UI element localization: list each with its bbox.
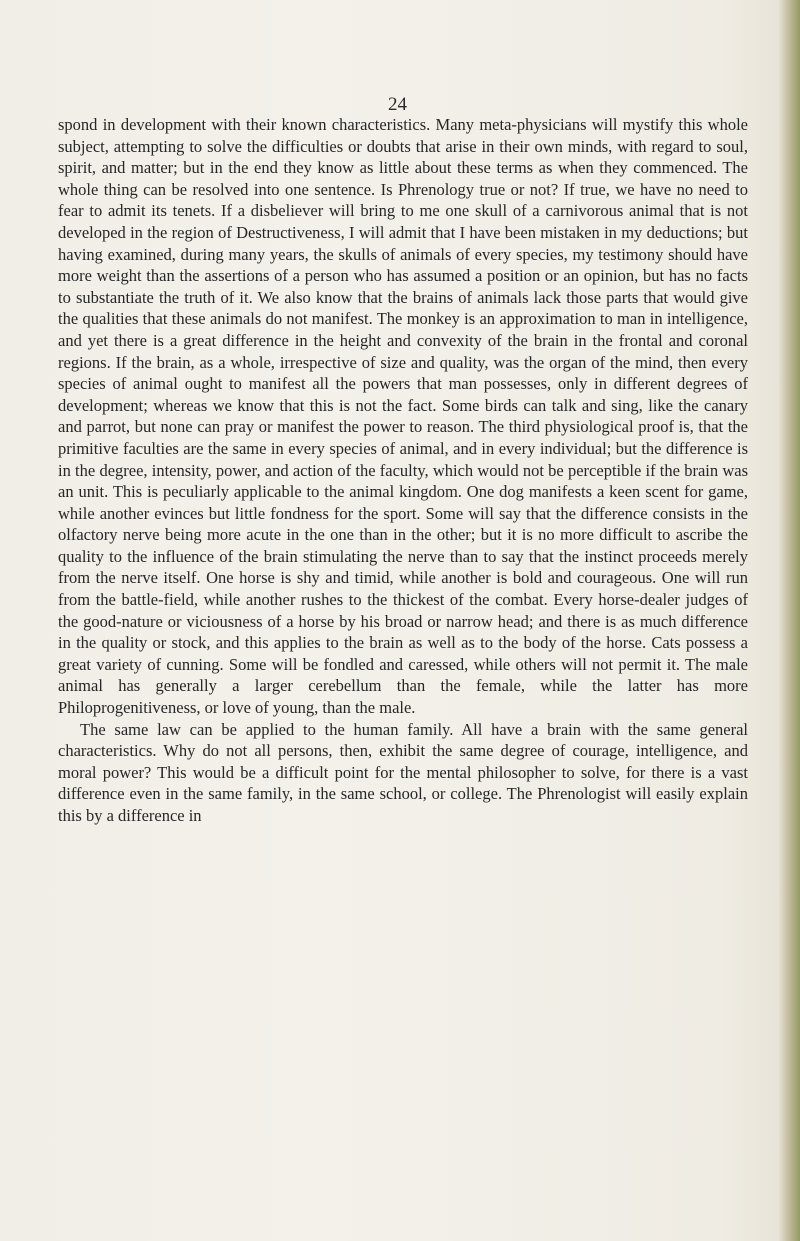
body-text bbox=[58, 114, 748, 827]
page-edge-discoloration bbox=[778, 0, 800, 1241]
paragraph-1: spond in development with their known characteristics. Many meta-physicians will mystify this whole subject, attempting to solve the difficulties or doubts that arise in their own minds, with regard to soul, spirit, and matter; but in the end they know as little about these terms as when they commenced. The whole thing can be resolved into one sentence. Is Phrenology true or not? If true, we have no need to fear to admit its tenets. If a disbeliever will bring to me one skull of a carnivorous animal that is not developed in the region of Destructiveness, I will admit that I have been mistaken in my deductions; but having examined, during many years, the skulls of animals of every species, my testimony should have more weight than the assertions of a person who has assumed a position or an opinion, but has no facts to substantiate the truth of it. We also know that the brains of animals lack those parts that would give the qualities that these animals do not manifest. The monkey is an approximation to man in intelligence, and yet there is a great difference in the height and convexity of the brain in the frontal and coronal regions. If the brain, as a whole, irrespective of size and quality, was the organ of the mind, then every species of animal ought to manifest all the powers that man possesses, only in different degrees of development; whereas we know that this is not the fact. Some birds can talk and sing, like the canary and parrot, but none can pray or manifest the power to reason. The third physiological proof is, that the primitive faculties are the same in every species of animal, and in every individual; but the difference is in the degree, intensity, power, and action of the faculty, which would not be perceptible if the brain was an unit. This is peculiarly applicable to the animal kingdom. One dog manifests a keen scent for game, while another evinces but little fondness for the sport. Some will say that the difference consists in the olfactory nerve being more acute in the one than in the other; but it is no more difficult to ascribe the quality to the influence of the brain stimulating the nerve than to say that the instinct proceeds merely from the nerve itself. One horse is shy and timid, while another is bold and courageous. One will run from the battle-field, while another rushes to the thickest of the combat. Every horse-dealer judges of the good-nature or viciousness of a horse by his broad or narrow head; and there is as much difference in the quality or stock, and this applies to the brain as well as to the body of the horse. Cats possess a great variety of cunning. Some will be fondled and caressed, while others will not permit it. The male animal has generally a larger cerebellum than the female, while the latter has more Philoprogenitiveness, or love of young, than the male. bbox=[58, 115, 748, 718]
page-number: 24 bbox=[388, 94, 407, 115]
paragraph-2: The same law can be applied to the human family. All have a brain with the same general characteristics. Why do not all persons, then, exhibit the same degree of courage, intelligence, and moral power? This would be a difficult point for the mental philosopher to solve, for there is a vast difference even in the same family, in the same school, or college. The Phrenologist will easily explain this by a difference in bbox=[58, 719, 748, 825]
